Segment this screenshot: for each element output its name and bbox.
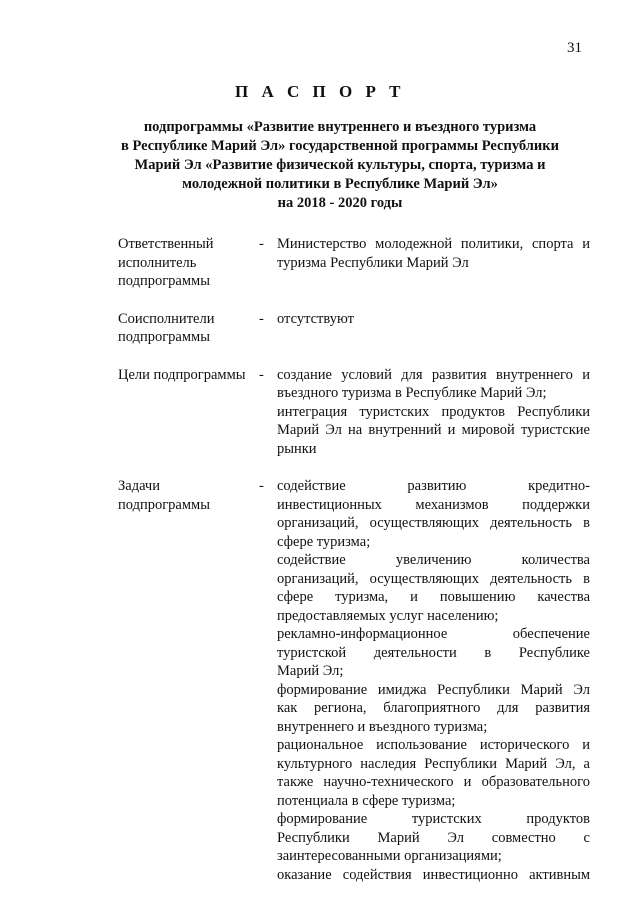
row-dash: - xyxy=(259,366,264,383)
row-value-line: сфере туризма; xyxy=(277,533,371,550)
row-label-line: Задачи xyxy=(118,478,160,494)
row-label-line: Цели подпрограммы xyxy=(118,366,246,383)
row-value-line: туризма Республики Марий Эл xyxy=(277,254,469,271)
row-value-line: инвестиционных механизмов поддержки xyxy=(277,496,590,513)
row-value-line: потенциала в сфере туризма; xyxy=(277,792,456,809)
row-dash: - xyxy=(259,310,264,327)
row-label-line: подпрограммы xyxy=(118,273,210,289)
row-value-line: создание условий для развития внутреннего и xyxy=(277,366,590,383)
row-value-line: отсутствуют xyxy=(277,310,354,327)
row-value-line: также научно-технического и образовательного xyxy=(277,774,590,790)
row-value-line: въездного туризма в Республике Марий Эл; xyxy=(277,385,547,401)
row-value-line: культурного наследия Республики Марий Эл, а xyxy=(277,755,590,772)
row-value-line: организаций, осуществляющих деятельность в xyxy=(277,515,590,531)
row-value-line: Марий Эл на внутренний и мировой туристские xyxy=(277,422,590,438)
subtitle-line: Марий Эл «Развитие физической культуры, спорта, туризма и xyxy=(134,157,546,173)
row-value-line: формирование имиджа Республики Марий Эл xyxy=(277,681,590,698)
row-label xyxy=(118,310,259,347)
passport-table xyxy=(118,235,590,903)
page-number: 31 xyxy=(567,40,582,56)
document-title: П А С П О Р Т xyxy=(235,82,405,101)
row-dash: - xyxy=(259,236,264,252)
row-label xyxy=(118,235,259,291)
row-label-line: Соисполнители xyxy=(118,310,215,327)
subtitle-line: молодежной политики в Республике Марий Эл» xyxy=(182,176,498,192)
subtitle-line: в Республике Марий Эл» государственной программы Республики xyxy=(121,138,559,154)
row-value-line: рынки xyxy=(277,440,317,457)
document-subtitle xyxy=(90,118,590,213)
row-value-line: формирование туристских продуктов xyxy=(277,811,590,827)
row-value-line: как региона, благоприятного для развития xyxy=(277,700,590,716)
passport-row-tasks xyxy=(118,477,590,884)
row-value-line: сфере туризма, и повышению качества xyxy=(277,589,590,605)
passport-row-goals xyxy=(118,366,590,459)
row-value-line: содействие развитию кредитно- xyxy=(277,478,590,494)
row-value-line: содействие увеличению количества xyxy=(277,552,590,568)
row-label-line: Ответственный xyxy=(118,236,214,252)
row-label-line: исполнитель xyxy=(118,254,197,271)
row-value-line: организаций, осуществляющих деятельность в xyxy=(277,570,590,587)
row-value xyxy=(277,235,590,272)
row-value-line: интеграция туристских продуктов Республики xyxy=(277,403,590,420)
passport-row-coexecutors xyxy=(118,310,590,347)
row-value-line: внутреннего и въездного туризма; xyxy=(277,718,488,735)
row-value-line: Министерство молодежной политики, спорта и xyxy=(277,236,590,252)
subtitle-line: подпрограммы «Развитие внутреннего и въездного туризма xyxy=(143,119,537,135)
passport-row-responsible xyxy=(118,235,590,291)
row-value-line: предоставляемых услуг населению; xyxy=(277,607,499,624)
row-value-line: рекламно-информационное обеспечение xyxy=(277,626,590,642)
row-label xyxy=(118,366,259,385)
row-value xyxy=(277,366,590,459)
row-value-line: Марий Эл; xyxy=(277,663,344,679)
row-value-line: заинтересованными организациями; xyxy=(277,848,502,864)
row-label-line: подпрограммы xyxy=(118,496,210,513)
row-value-line: Республики Марий Эл совместно с xyxy=(277,829,590,846)
row-value-line: рациональное использование исторического и xyxy=(277,737,590,753)
row-value-line: туристской деятельности в Республике xyxy=(277,644,590,661)
row-dash: - xyxy=(259,478,264,494)
row-value xyxy=(277,477,590,884)
row-label xyxy=(118,477,259,514)
row-value xyxy=(277,310,590,329)
row-value-line: оказание содействия инвестиционно активным xyxy=(277,866,590,883)
subtitle-line: на 2018 - 2020 годы xyxy=(277,195,403,211)
row-label-line: подпрограммы xyxy=(118,329,210,345)
